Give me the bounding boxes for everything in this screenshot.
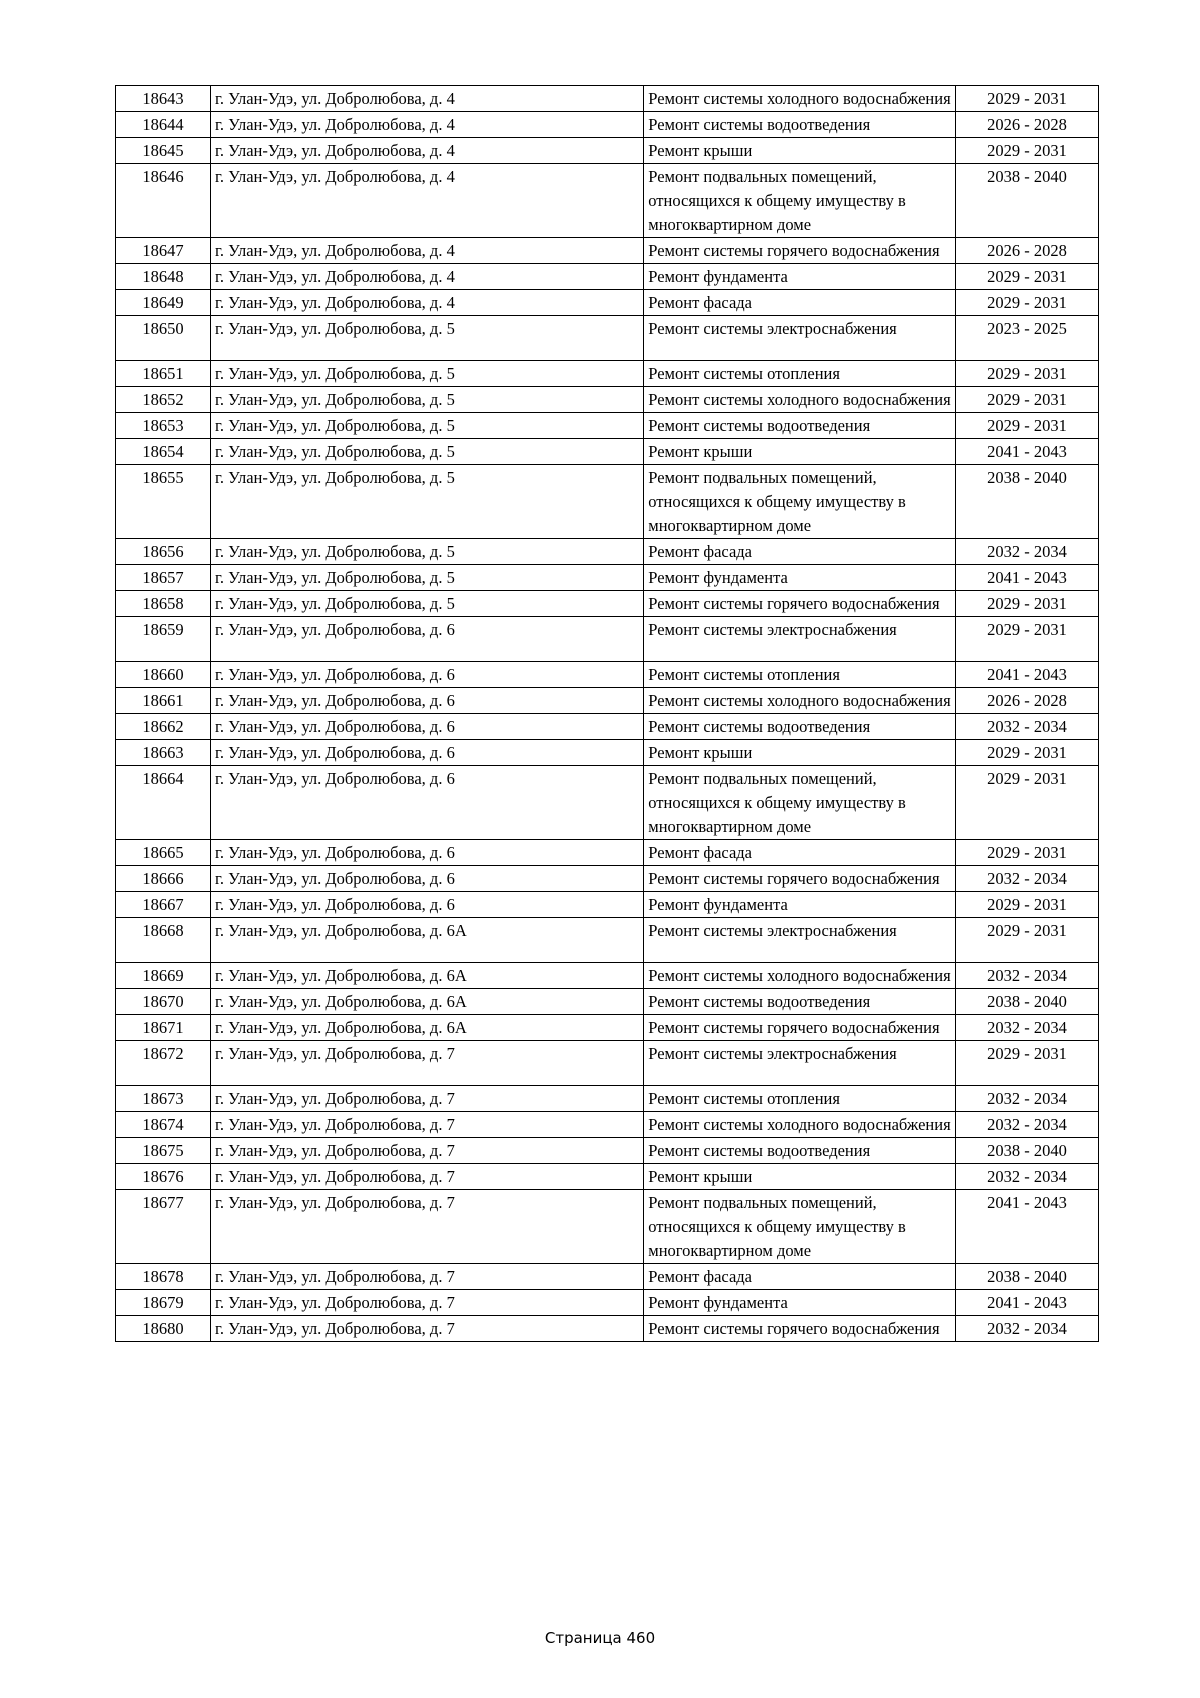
work-type-cell: Ремонт системы горячего водоснабжения (644, 1316, 956, 1342)
period-cell: 2038 - 2040 (955, 1138, 1098, 1164)
row-number-cell: 18644 (116, 112, 211, 138)
row-number-cell: 18675 (116, 1138, 211, 1164)
row-number-cell: 18661 (116, 688, 211, 714)
period-cell: 2032 - 2034 (955, 963, 1098, 989)
table-row (116, 989, 1099, 1015)
table-row (116, 662, 1099, 688)
period-cell: 2038 - 2040 (955, 465, 1098, 539)
row-number-cell: 18659 (116, 617, 211, 662)
table-row (116, 86, 1099, 112)
address-cell: г. Улан-Удэ, ул. Добролюбова, д. 7 (211, 1164, 644, 1190)
address-cell: г. Улан-Удэ, ул. Добролюбова, д. 5 (211, 361, 644, 387)
row-number-cell: 18680 (116, 1316, 211, 1342)
work-type-cell: Ремонт системы холодного водоснабжения (644, 963, 956, 989)
period-cell: 2029 - 2031 (955, 361, 1098, 387)
address-cell: г. Улан-Удэ, ул. Добролюбова, д. 7 (211, 1316, 644, 1342)
address-cell: г. Улан-Удэ, ул. Добролюбова, д. 5 (211, 565, 644, 591)
period-cell: 2038 - 2040 (955, 164, 1098, 238)
row-number-cell: 18653 (116, 413, 211, 439)
work-type-cell: Ремонт крыши (644, 740, 956, 766)
period-cell: 2029 - 2031 (955, 617, 1098, 662)
address-cell: г. Улан-Удэ, ул. Добролюбова, д. 4 (211, 290, 644, 316)
row-number-cell: 18664 (116, 766, 211, 840)
table-row (116, 591, 1099, 617)
work-type-cell: Ремонт фасада (644, 1264, 956, 1290)
table-row (116, 714, 1099, 740)
work-type-cell: Ремонт системы горячего водоснабжения (644, 866, 956, 892)
row-number-cell: 18660 (116, 662, 211, 688)
row-number-cell: 18655 (116, 465, 211, 539)
table-row (116, 539, 1099, 565)
address-cell: г. Улан-Удэ, ул. Добролюбова, д. 6 (211, 892, 644, 918)
address-cell: г. Улан-Удэ, ул. Добролюбова, д. 6 (211, 662, 644, 688)
table-row (116, 892, 1099, 918)
row-number-cell: 18674 (116, 1112, 211, 1138)
row-number-cell: 18668 (116, 918, 211, 963)
work-type-cell: Ремонт подвальных помещений, относящихся к общему имуществу в многоквартирном доме (644, 164, 956, 238)
table-row (116, 1015, 1099, 1041)
period-cell: 2032 - 2034 (955, 1164, 1098, 1190)
period-cell: 2032 - 2034 (955, 1112, 1098, 1138)
address-cell: г. Улан-Удэ, ул. Добролюбова, д. 5 (211, 387, 644, 413)
period-cell: 2038 - 2040 (955, 1264, 1098, 1290)
row-number-cell: 18656 (116, 539, 211, 565)
row-number-cell: 18676 (116, 1164, 211, 1190)
table-row (116, 238, 1099, 264)
address-cell: г. Улан-Удэ, ул. Добролюбова, д. 5 (211, 591, 644, 617)
row-number-cell: 18649 (116, 290, 211, 316)
work-type-cell: Ремонт крыши (644, 439, 956, 465)
period-cell: 2029 - 2031 (955, 387, 1098, 413)
row-number-cell: 18669 (116, 963, 211, 989)
repair-schedule-table (115, 85, 1099, 1342)
work-type-cell: Ремонт крыши (644, 1164, 956, 1190)
work-type-cell: Ремонт системы электроснабжения (644, 316, 956, 361)
row-number-cell: 18647 (116, 238, 211, 264)
row-number-cell: 18667 (116, 892, 211, 918)
row-number-cell: 18662 (116, 714, 211, 740)
work-type-cell: Ремонт системы электроснабжения (644, 918, 956, 963)
work-type-cell: Ремонт фундамента (644, 264, 956, 290)
work-type-cell: Ремонт системы электроснабжения (644, 1041, 956, 1086)
table-row (116, 1041, 1099, 1086)
work-type-cell: Ремонт фундамента (644, 1290, 956, 1316)
table-row (116, 740, 1099, 766)
work-type-cell: Ремонт системы холодного водоснабжения (644, 688, 956, 714)
address-cell: г. Улан-Удэ, ул. Добролюбова, д. 6 (211, 617, 644, 662)
row-number-cell: 18643 (116, 86, 211, 112)
period-cell: 2029 - 2031 (955, 138, 1098, 164)
period-cell: 2041 - 2043 (955, 565, 1098, 591)
table-row (116, 866, 1099, 892)
period-cell: 2029 - 2031 (955, 1041, 1098, 1086)
period-cell: 2029 - 2031 (955, 892, 1098, 918)
row-number-cell: 18666 (116, 866, 211, 892)
address-cell: г. Улан-Удэ, ул. Добролюбова, д. 4 (211, 86, 644, 112)
period-cell: 2038 - 2040 (955, 989, 1098, 1015)
period-cell: 2026 - 2028 (955, 238, 1098, 264)
address-cell: г. Улан-Удэ, ул. Добролюбова, д. 6А (211, 963, 644, 989)
address-cell: г. Улан-Удэ, ул. Добролюбова, д. 6 (211, 766, 644, 840)
table-row (116, 1138, 1099, 1164)
table-row (116, 164, 1099, 238)
work-type-cell: Ремонт подвальных помещений, относящихся к общему имуществу в многоквартирном доме (644, 465, 956, 539)
page-number: Страница 460 (544, 1629, 656, 1647)
work-type-cell: Ремонт системы горячего водоснабжения (644, 238, 956, 264)
period-cell: 2032 - 2034 (955, 1086, 1098, 1112)
table-row (116, 617, 1099, 662)
address-cell: г. Улан-Удэ, ул. Добролюбова, д. 7 (211, 1112, 644, 1138)
table-row (116, 1164, 1099, 1190)
table-row (116, 413, 1099, 439)
period-cell: 2041 - 2043 (955, 1290, 1098, 1316)
period-cell: 2023 - 2025 (955, 316, 1098, 361)
period-cell: 2026 - 2028 (955, 112, 1098, 138)
address-cell: г. Улан-Удэ, ул. Добролюбова, д. 5 (211, 413, 644, 439)
table-row (116, 963, 1099, 989)
table-row (116, 688, 1099, 714)
period-cell: 2026 - 2028 (955, 688, 1098, 714)
address-cell: г. Улан-Удэ, ул. Добролюбова, д. 7 (211, 1086, 644, 1112)
table-row (116, 290, 1099, 316)
row-number-cell: 18658 (116, 591, 211, 617)
row-number-cell: 18665 (116, 840, 211, 866)
period-cell: 2032 - 2034 (955, 1015, 1098, 1041)
work-type-cell: Ремонт крыши (644, 138, 956, 164)
address-cell: г. Улан-Удэ, ул. Добролюбова, д. 5 (211, 539, 644, 565)
address-cell: г. Улан-Удэ, ул. Добролюбова, д. 6А (211, 918, 644, 963)
address-cell: г. Улан-Удэ, ул. Добролюбова, д. 6А (211, 1015, 644, 1041)
row-number-cell: 18645 (116, 138, 211, 164)
table-row (116, 465, 1099, 539)
address-cell: г. Улан-Удэ, ул. Добролюбова, д. 7 (211, 1138, 644, 1164)
work-type-cell: Ремонт системы холодного водоснабжения (644, 387, 956, 413)
row-number-cell: 18679 (116, 1290, 211, 1316)
address-cell: г. Улан-Удэ, ул. Добролюбова, д. 4 (211, 112, 644, 138)
address-cell: г. Улан-Удэ, ул. Добролюбова, д. 7 (211, 1290, 644, 1316)
period-cell: 2029 - 2031 (955, 290, 1098, 316)
address-cell: г. Улан-Удэ, ул. Добролюбова, д. 7 (211, 1264, 644, 1290)
row-number-cell: 18677 (116, 1190, 211, 1264)
period-cell: 2029 - 2031 (955, 591, 1098, 617)
table-row (116, 439, 1099, 465)
table-row (116, 766, 1099, 840)
table-row (116, 361, 1099, 387)
table-row (116, 1316, 1099, 1342)
table-row (116, 387, 1099, 413)
work-type-cell: Ремонт системы водоотведения (644, 413, 956, 439)
table-row (116, 138, 1099, 164)
row-number-cell: 18651 (116, 361, 211, 387)
table-row (116, 1290, 1099, 1316)
period-cell: 2029 - 2031 (955, 264, 1098, 290)
row-number-cell: 18678 (116, 1264, 211, 1290)
work-type-cell: Ремонт системы водоотведения (644, 1138, 956, 1164)
work-type-cell: Ремонт системы водоотведения (644, 989, 956, 1015)
row-number-cell: 18654 (116, 439, 211, 465)
period-cell: 2029 - 2031 (955, 840, 1098, 866)
row-number-cell: 18657 (116, 565, 211, 591)
address-cell: г. Улан-Удэ, ул. Добролюбова, д. 6 (211, 866, 644, 892)
table-row (116, 1264, 1099, 1290)
period-cell: 2029 - 2031 (955, 740, 1098, 766)
address-cell: г. Улан-Удэ, ул. Добролюбова, д. 6А (211, 989, 644, 1015)
table-row (116, 1086, 1099, 1112)
work-type-cell: Ремонт системы водоотведения (644, 112, 956, 138)
address-cell: г. Улан-Удэ, ул. Добролюбова, д. 4 (211, 164, 644, 238)
address-cell: г. Улан-Удэ, ул. Добролюбова, д. 5 (211, 465, 644, 539)
period-cell: 2041 - 2043 (955, 1190, 1098, 1264)
row-number-cell: 18646 (116, 164, 211, 238)
row-number-cell: 18648 (116, 264, 211, 290)
table-row (116, 565, 1099, 591)
work-type-cell: Ремонт подвальных помещений, относящихся к общему имуществу в многоквартирном доме (644, 766, 956, 840)
table-row (116, 264, 1099, 290)
period-cell: 2041 - 2043 (955, 662, 1098, 688)
row-number-cell: 18673 (116, 1086, 211, 1112)
period-cell: 2032 - 2034 (955, 539, 1098, 565)
address-cell: г. Улан-Удэ, ул. Добролюбова, д. 6 (211, 740, 644, 766)
period-cell: 2032 - 2034 (955, 1316, 1098, 1342)
row-number-cell: 18650 (116, 316, 211, 361)
row-number-cell: 18670 (116, 989, 211, 1015)
address-cell: г. Улан-Удэ, ул. Добролюбова, д. 4 (211, 138, 644, 164)
table-row (116, 316, 1099, 361)
table-row (116, 1112, 1099, 1138)
period-cell: 2041 - 2043 (955, 439, 1098, 465)
period-cell: 2029 - 2031 (955, 918, 1098, 963)
work-type-cell: Ремонт системы электроснабжения (644, 617, 956, 662)
address-cell: г. Улан-Удэ, ул. Добролюбова, д. 7 (211, 1041, 644, 1086)
period-cell: 2029 - 2031 (955, 766, 1098, 840)
work-type-cell: Ремонт системы горячего водоснабжения (644, 1015, 956, 1041)
work-type-cell: Ремонт системы горячего водоснабжения (644, 591, 956, 617)
work-type-cell: Ремонт системы отопления (644, 1086, 956, 1112)
row-number-cell: 18672 (116, 1041, 211, 1086)
row-number-cell: 18671 (116, 1015, 211, 1041)
work-type-cell: Ремонт фасада (644, 840, 956, 866)
work-type-cell: Ремонт фасада (644, 539, 956, 565)
period-cell: 2032 - 2034 (955, 866, 1098, 892)
work-type-cell: Ремонт системы холодного водоснабжения (644, 86, 956, 112)
table-row (116, 918, 1099, 963)
address-cell: г. Улан-Удэ, ул. Добролюбова, д. 6 (211, 714, 644, 740)
address-cell: г. Улан-Удэ, ул. Добролюбова, д. 6 (211, 840, 644, 866)
address-cell: г. Улан-Удэ, ул. Добролюбова, д. 4 (211, 238, 644, 264)
work-type-cell: Ремонт системы отопления (644, 662, 956, 688)
table-row (116, 840, 1099, 866)
table-row (116, 112, 1099, 138)
period-cell: 2029 - 2031 (955, 86, 1098, 112)
address-cell: г. Улан-Удэ, ул. Добролюбова, д. 7 (211, 1190, 644, 1264)
period-cell: 2029 - 2031 (955, 413, 1098, 439)
address-cell: г. Улан-Удэ, ул. Добролюбова, д. 4 (211, 264, 644, 290)
work-type-cell: Ремонт системы водоотведения (644, 714, 956, 740)
address-cell: г. Улан-Удэ, ул. Добролюбова, д. 5 (211, 316, 644, 361)
work-type-cell: Ремонт фундамента (644, 892, 956, 918)
period-cell: 2032 - 2034 (955, 714, 1098, 740)
work-type-cell: Ремонт подвальных помещений, относящихся к общему имуществу в многоквартирном доме (644, 1190, 956, 1264)
work-type-cell: Ремонт системы холодного водоснабжения (644, 1112, 956, 1138)
row-number-cell: 18663 (116, 740, 211, 766)
work-type-cell: Ремонт системы отопления (644, 361, 956, 387)
table-body (116, 86, 1099, 1342)
address-cell: г. Улан-Удэ, ул. Добролюбова, д. 6 (211, 688, 644, 714)
address-cell: г. Улан-Удэ, ул. Добролюбова, д. 5 (211, 439, 644, 465)
table-row (116, 1190, 1099, 1264)
work-type-cell: Ремонт фасада (644, 290, 956, 316)
row-number-cell: 18652 (116, 387, 211, 413)
work-type-cell: Ремонт фундамента (644, 565, 956, 591)
